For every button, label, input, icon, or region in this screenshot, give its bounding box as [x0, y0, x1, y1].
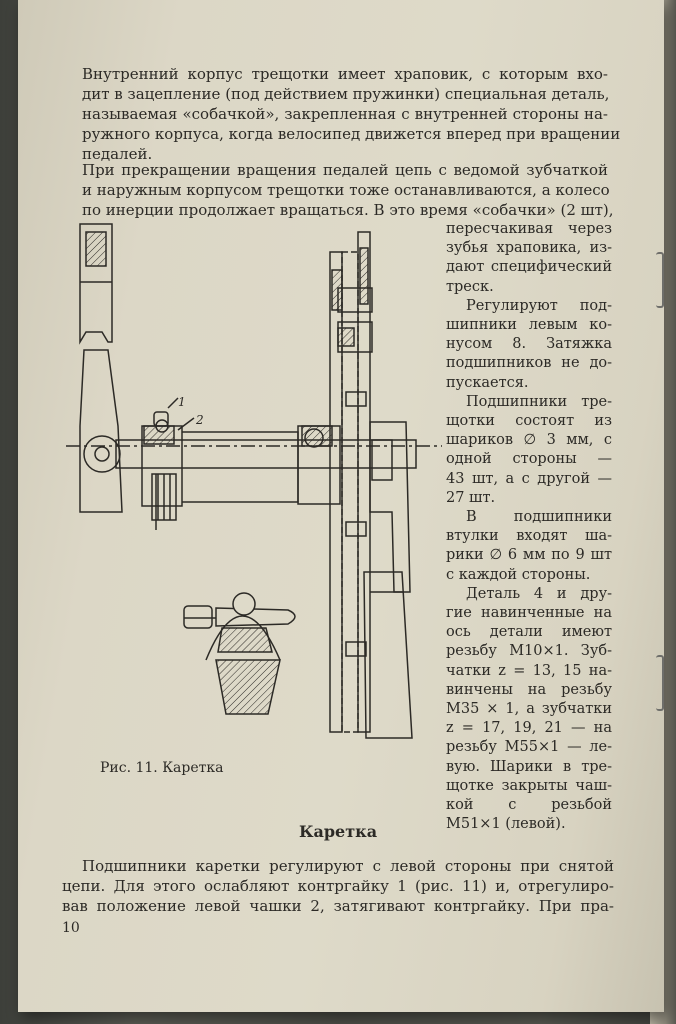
text-line: одной стороны —: [446, 451, 612, 468]
text-line: вую. Шарики в тре-: [446, 758, 612, 775]
text-line: z = 17, 19, 21 — на: [446, 720, 612, 737]
text-line: 43 шт, а с другой —: [446, 470, 612, 487]
figure-label-2: 2: [196, 413, 204, 427]
paragraph-carriage: [62, 856, 614, 916]
text-line: вав положение левой чашки 2, затягивают контргайку. При пра-: [62, 897, 614, 915]
text-line: винчены на резьбу: [446, 681, 612, 698]
text-line: резьбу М55×1 — ле-: [446, 739, 612, 756]
text-line: щотке закрыты чаш-: [446, 777, 612, 794]
text-line: называемая «собачкой», закрепленная с внутренней стороны на-: [82, 105, 608, 123]
text-line: пускается.: [446, 374, 529, 391]
staple-bottom: [656, 655, 664, 711]
paragraph-ratchet-intro: [82, 64, 621, 164]
text-line: ось детали имеют: [446, 624, 612, 641]
text-line: При прекращении вращения педалей цепь с ведомой зубчаткой: [82, 161, 608, 179]
text-line: щотки состоят из: [446, 413, 612, 430]
text-line: подшипников не до-: [446, 355, 612, 372]
text-line: с каждой стороны.: [446, 566, 591, 583]
text-line: нусом 8. Затяжка: [446, 336, 612, 353]
text-line: чатки z = 13, 15 на-: [446, 662, 612, 679]
figure-caption: Рис. 11. Каретка: [100, 760, 224, 776]
text-line: гие навинченные на: [446, 605, 612, 622]
text-line: Подшипники тре-: [466, 393, 612, 410]
text-line: рики ∅ 6 мм по 9 шт: [446, 547, 612, 564]
text-line: Внутренний корпус трещотки имеет храповик, с которым вхо-: [82, 65, 608, 83]
section-heading: Каретка: [298, 822, 378, 841]
text-line: пересчакивая через: [446, 221, 612, 237]
text-line: М51×1 (левой).: [446, 816, 566, 833]
text-line: М35 × 1, а зубчатки: [446, 701, 612, 718]
text-line: кой с резьбой: [446, 797, 612, 814]
text-line: резьбу М10×1. Зуб-: [446, 643, 612, 660]
page-number: 10: [62, 920, 80, 936]
paragraph-ratchet-stop: [82, 160, 614, 220]
text-line: педалей.: [82, 145, 153, 163]
text-line: по инерции продолжает вращаться. В это время «собачки» (2 шт),: [82, 201, 614, 219]
text-line: Регулируют под-: [466, 297, 612, 314]
text-line: шариков ∅ 3 мм, с: [446, 432, 612, 449]
text-line: дают специфический: [446, 259, 612, 276]
text-line: цепи. Для этого ослабляют контргайку 1 (рис. 11) и, отрегулиро-: [62, 877, 614, 895]
text-line: втулки входят ша-: [446, 528, 612, 545]
text-line: зубья храповика, из-: [446, 240, 612, 257]
side-column-text: [446, 220, 612, 835]
text-line: ружного корпуса, когда велосипед движется вперед при вращении: [82, 125, 621, 143]
text-line: В подшипники: [466, 509, 612, 526]
text-line: Деталь 4 и дру-: [466, 585, 612, 602]
text-line: шипники левым ко-: [446, 317, 612, 334]
text-line: дит в зацепление (под действием пружинки) специальная деталь,: [82, 85, 610, 103]
figure-label-1: 1: [178, 395, 186, 409]
text-line: треск.: [446, 278, 494, 295]
text-line: 27 шт.: [446, 489, 496, 506]
text-line: и наружным корпусом трещотки тоже останавливаются, а колесо: [82, 181, 610, 199]
carriage-technical-drawing: [66, 212, 446, 758]
text-line: Подшипники каретки регулируют с левой стороны при снятой: [82, 857, 614, 875]
staple-top: [656, 252, 664, 308]
